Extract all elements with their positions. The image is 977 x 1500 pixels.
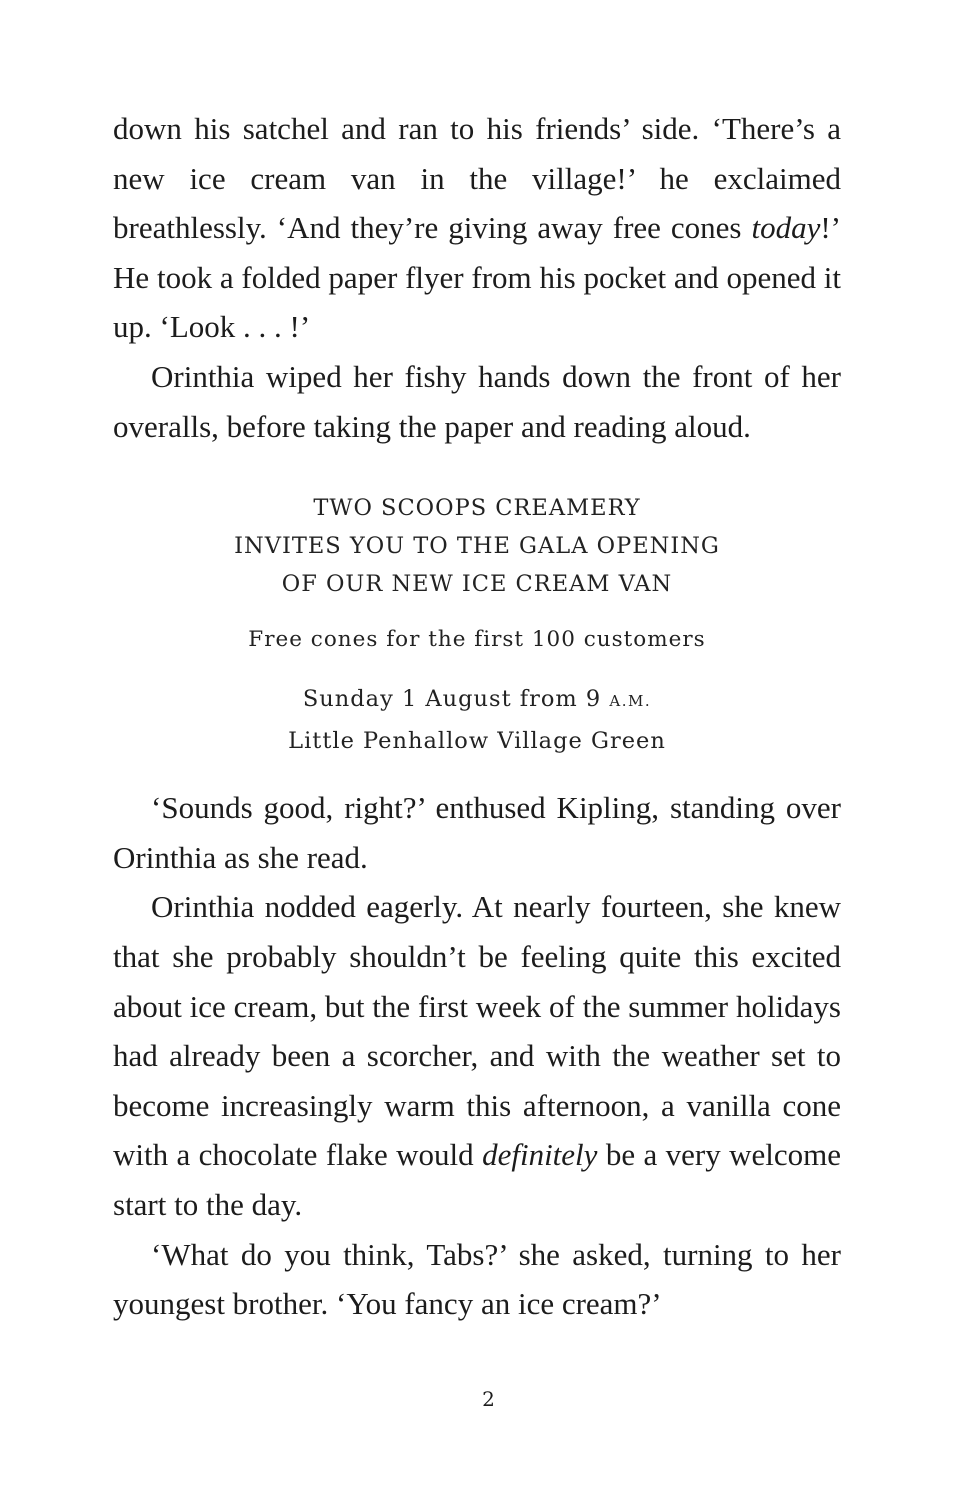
flyer-headline <box>113 489 841 603</box>
page-number: 2 <box>482 1387 495 1411</box>
paragraph-2: Orinthia wiped her fishy hands down the front of her overalls, before taking the paper and reading aloud. <box>113 358 841 444</box>
flyer-date <box>113 679 841 721</box>
flyer-date-text: Sunday 1 August from 9 <box>302 686 610 713</box>
paragraph-4 <box>113 882 841 1229</box>
book-page <box>113 104 841 1329</box>
paragraph-text: down his satchel and ran to his friends’ side. ‘There’s a new ice cream van in the village!’ he exclaimed breathlessly. ‘And they’re giving away free cones <box>113 111 841 246</box>
flyer-text <box>113 489 841 761</box>
flyer-location: Little Penhallow Village Green <box>288 728 666 755</box>
paragraph-text: !’ He took a folded paper flyer from his pocket and opened it up. ‘Look . . . !’ <box>113 210 841 345</box>
flyer-details <box>113 679 841 761</box>
emphasis-today: today <box>751 210 821 246</box>
paragraph-5: ‘What do you think, Tabs?’ she asked, turning to her youngest brother. ‘You fancy an ice cream?’ <box>113 1236 841 1322</box>
paragraph-text: Orinthia nodded eagerly. At nearly fourteen, she knew that she probably shouldn’t be feeling quite this excited about ice cream, but the first week of the summer holidays had already been a scorcher, and with the weather set to become increasingly warm this afternoon, a vanilla cone with a chocolate flake would <box>113 889 841 1173</box>
emphasis-definitely: definitely <box>482 1137 598 1173</box>
flyer-headline-line: TWO SCOOPS CREAMERY <box>313 495 641 522</box>
flyer-headline-line: INVITES YOU TO THE GALA OPENING <box>234 533 720 560</box>
flyer-offer: Free cones for the first 100 customers <box>248 627 706 653</box>
paragraph-text: be a very welcome start to the day. <box>113 1137 841 1222</box>
paragraph-3: ‘Sounds good, right?’ enthused Kipling, standing over Orinthia as she read. <box>113 790 841 875</box>
flyer-time-suffix: A.M. <box>609 692 652 711</box>
flyer-headline-line: OF OUR NEW ICE CREAM VAN <box>281 571 673 598</box>
paragraph-1 <box>113 104 841 352</box>
